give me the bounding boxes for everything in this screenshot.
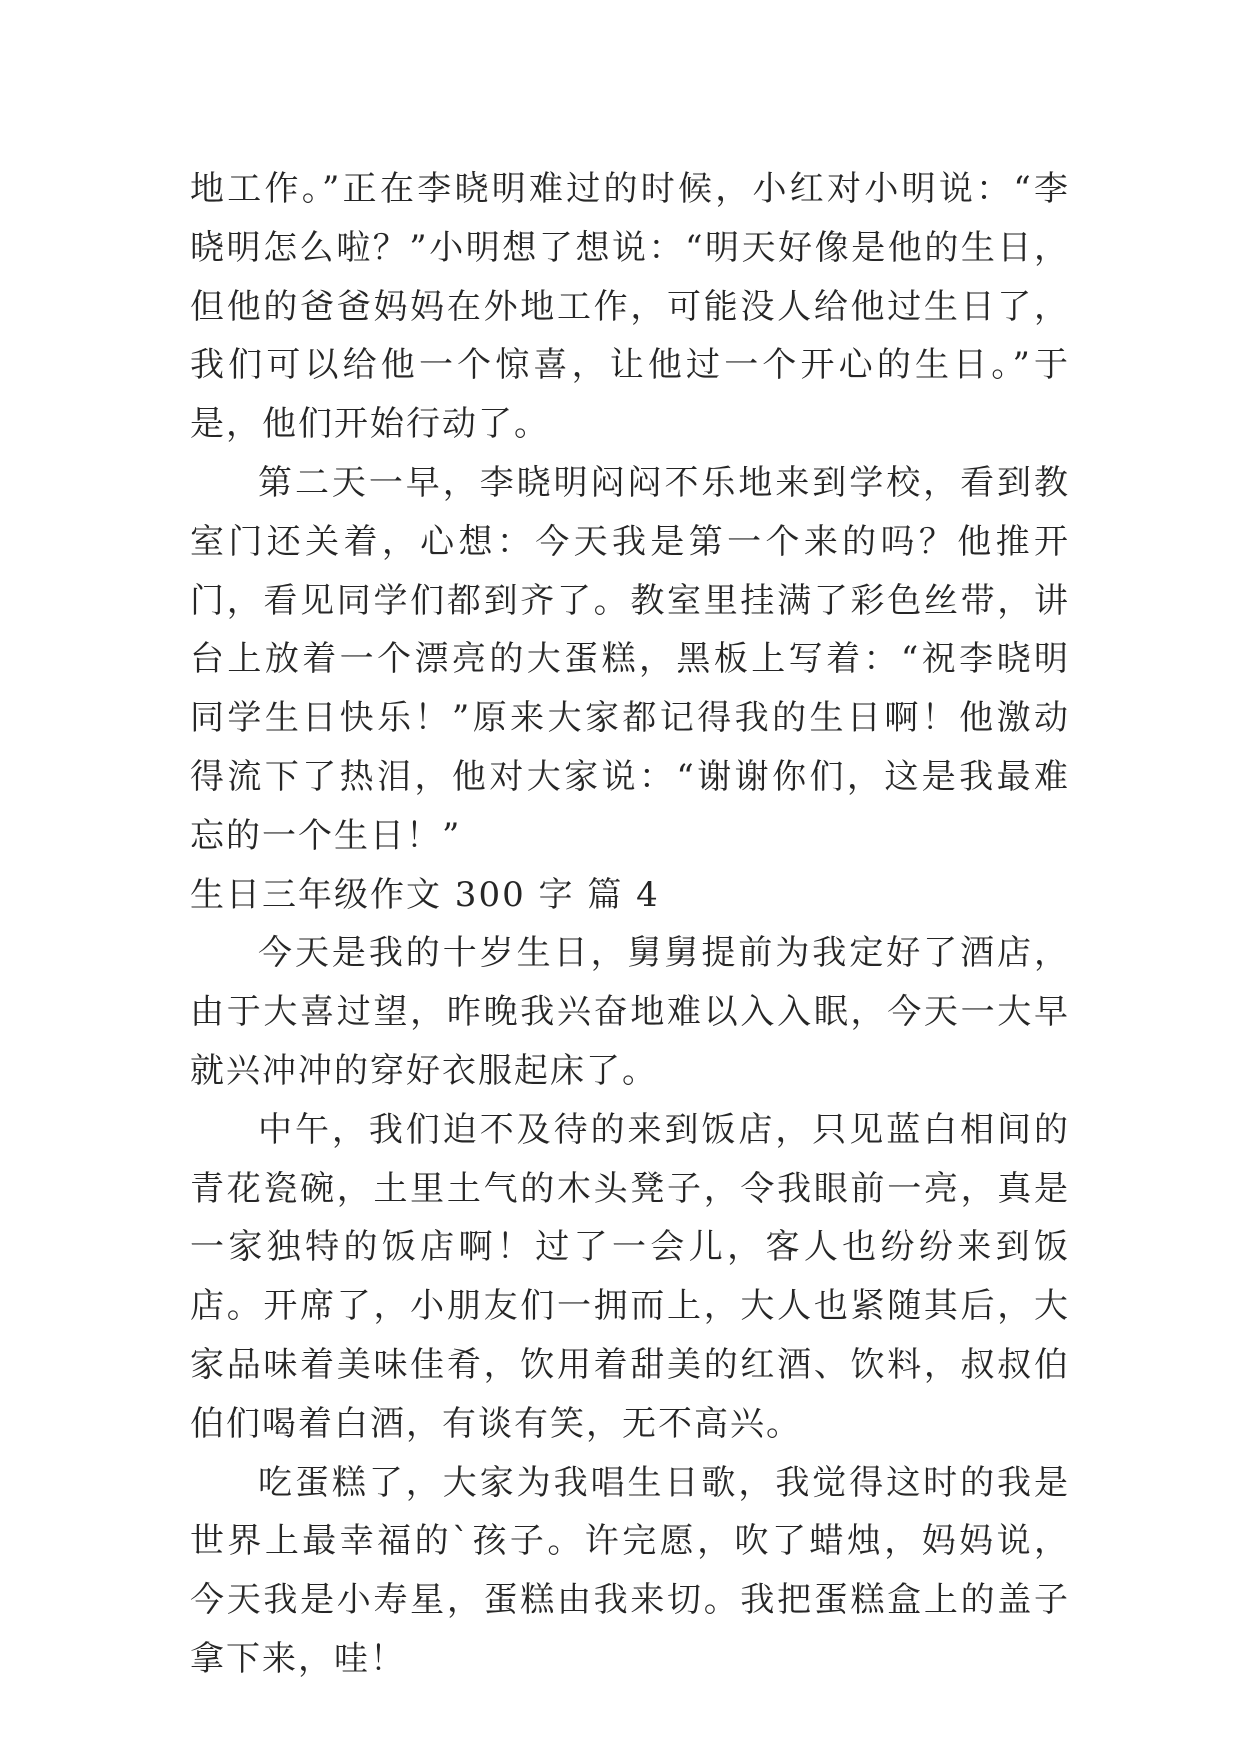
paragraph-5: 吃蛋糕了，大家为我唱生日歌，我觉得这时的我是世界上最幸福的`孩子。许完愿，吹了蜡烛，妈妈说，今天我是小寿星，蛋糕由我来切。我把蛋糕盒上的盖子拿下来，哇！ [190, 1462, 1070, 1679]
paragraph-4: 中午，我们迫不及待的来到饭店，只见蓝白相间的青花瓷碗，土里土气的木头凳子，令我眼前一亮，真是一家独特的饭店啊！过了一会儿，客人也纷纷来到饭店。开席了，小朋友们一拥而上，大人也紧随其后，大家品味着美味佳肴，饮用着甜美的红酒、饮料，叔叔伯伯们喝着白酒，有谈有笑，无不高兴。 [190, 1109, 1070, 1444]
paragraph-2: 第二天一早，李晓明闷闷不乐地来到学校，看到教室门还关着，心想：今天我是第一个来的吗？他推开门，看见同学们都到齐了。教室里挂满了彩色丝带，讲台上放着一个漂亮的大蛋糕，黑板上写着：“祝李晓明同学生日快乐！”原来大家都记得我的生日啊！他激动得流下了热泪，他对大家说：“谢谢你们，这是我最难忘的一个生日！” [190, 462, 1070, 856]
paragraph-3: 今天是我的十岁生日，舅舅提前为我定好了酒店，由于大喜过望，昨晚我兴奋地难以入入眠，今天一大早就兴冲冲的穿好衣服起床了。 [190, 933, 1070, 1091]
paragraph-1: 地工作。”正在李晓明难过的时候，小红对小明说：“李晓明怎么啦？”小明想了想说：“明天好像是他的生日，但他的爸爸妈妈在外地工作，可能没人给他过生日了，我们可以给他一个惊喜，让他过一个开心的生日。”于是，他们开始行动了。 [190, 169, 1070, 445]
section-heading: 生日三年级作文 300 字 篇 4 [190, 874, 660, 915]
document-body [190, 160, 1070, 1689]
